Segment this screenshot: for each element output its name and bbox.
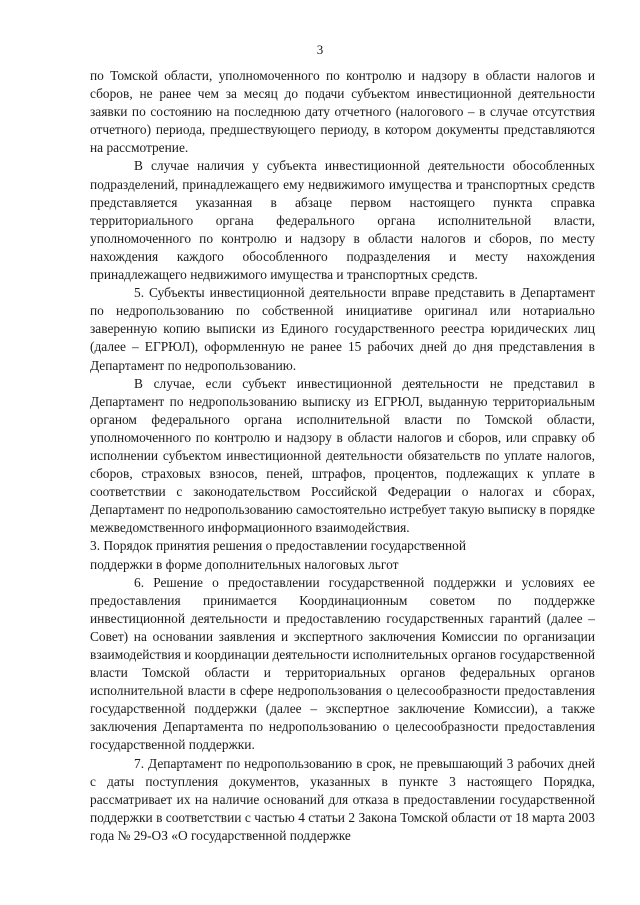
section-heading (90, 537, 595, 573)
paragraph-item-7: 7. Департамент по недропользованию в срок, не превышающий 3 рабочих дней с даты поступления документов, указанных в пункте 3 настоящего Порядка, рассматривает их на наличие оснований для отказа в предоставлении государственной поддержки в соответствии с частью 4 статьи 2 Закона Томской области от 18 марта 2003 года № 29-ОЗ «О государственной поддержке (90, 755, 595, 843)
paragraph-egrul-request: В случае, если субъект инвестиционной деятельности не представил в Департамент по недропользованию выписку из ЕГРЮЛ, выданную территориальным органом федерального органа исполнительной власти по Томской области, уполномоченного по контролю и надзору в области налогов и сборов, или справку об исполнении субъектом инвестиционной деятельности обязательств по уплате налогов, сборов, страховых взносов, пеней, штрафов, процентов, подлежащих к уплате в соответствии с законодательством Российской Федерации о налогах и сборах, Департамент по недропользованию самостоятельно истребует такую выписку в порядке межведомственного информационного взаимодействия. (90, 375, 595, 536)
document-body (90, 67, 595, 845)
paragraph-branches: В случае наличия у субъекта инвестиционной деятельности обособленных подразделений, принадлежащего ему недвижимого имущества и транспортных средств представляется указанная в абзаце первом настоящего пункта справка территориального органа федерального органа исполнительной власти, уполномоченного по контролю и надзору в области налогов и сборов, по месту нахождения каждого обособленного подразделения и месту нахождения принадлежащего недвижимого имущества и транспортных средств. (90, 158, 595, 283)
paragraph-continuation: по Томской области, уполномоченного по контролю и надзору в области налогов и сборов, не ранее чем за месяц до подачи субъектом инвестиционной деятельности заявки по состоянию на последнюю дату отчетного (налогового – в случае отсутствия отчетного) периода, предшествующего периоду, в котором документы представляются на рассмотрение. (90, 68, 595, 156)
paragraph-item-6: 6. Решение о предоставлении государственной поддержки и условиях ее предоставления принимается Координационным советом по поддержке инвестиционной деятельности и предоставлению государственных гарантий (далее – Совет) на основании заявления и экспертного заключения Комиссии по организации взаимодействия и координации деятельности исполнительных органов государственной власти Томской области и территориальных органов федеральных органов исполнительной власти в сфере недропользования о целесообразности предоставления государственной поддержки (далее – экспертное заключение Комиссии), а также заключения Департамента по недропользованию о целесообразности предоставления государственной поддержки. (90, 574, 595, 753)
paragraph-item-5: 5. Субъекты инвестиционной деятельности вправе представить в Департамент по недропользованию по собственной инициативе оригинал или нотариально заверенную копию выписки из Единого государственного реестра юридических лиц (далее – ЕГРЮЛ), оформленную не ранее 15 рабочих дней до дня представления в Департамент по недропользованию. (90, 285, 595, 373)
section-heading-line-2: поддержки в форме дополнительных налоговых льгот (90, 556, 399, 572)
section-heading-line-1: 3. Порядок принятия решения о предоставлении государственной (90, 538, 467, 554)
page-number: 3 (316, 42, 324, 57)
